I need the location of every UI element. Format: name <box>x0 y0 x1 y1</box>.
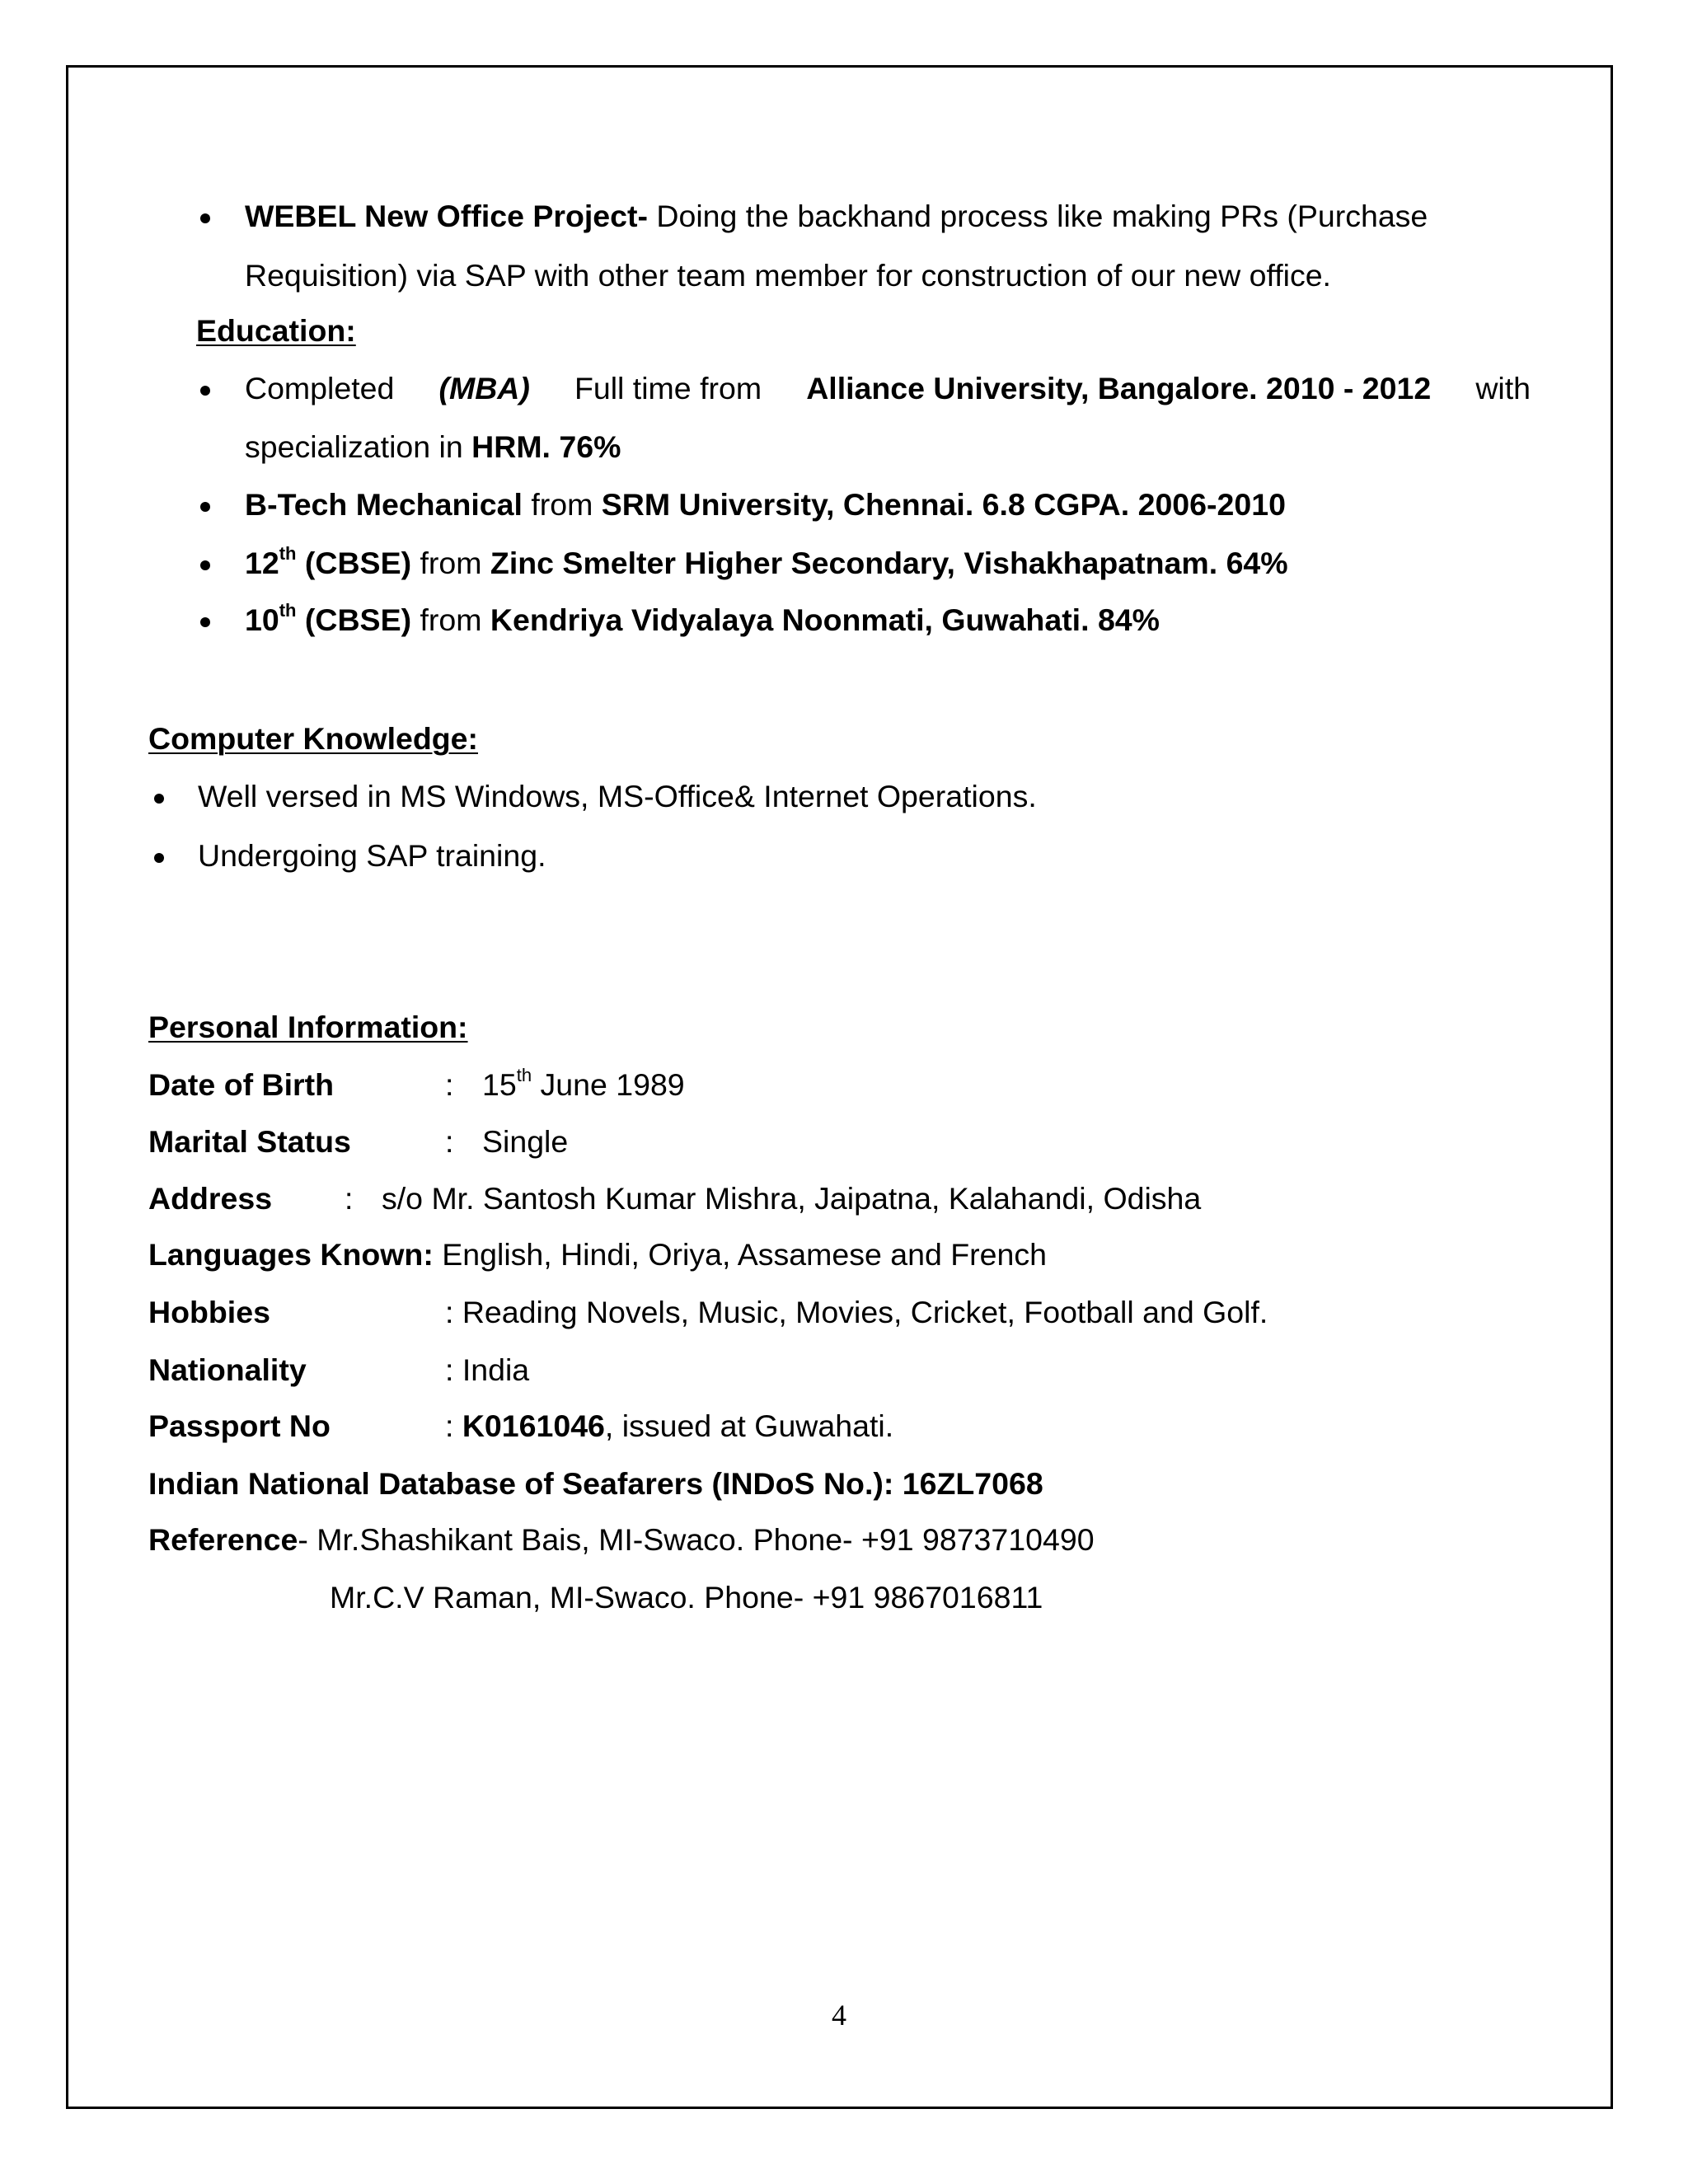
hobbies-value: : Reading Novels, Music, Movies, Cricket, Football and Golf. <box>445 1295 1268 1329</box>
computer-item: Well versed in MS Windows, MS-Office& Internet Operations. <box>198 779 1037 813</box>
bullet <box>200 213 210 223</box>
address-separator: : <box>345 1181 354 1216</box>
nationality-label: Nationality <box>148 1352 307 1387</box>
marital-separator: : <box>445 1124 454 1159</box>
bullet <box>154 794 164 804</box>
address-label: Address <box>148 1181 273 1216</box>
dob-label: Date of Birth <box>148 1067 334 1102</box>
education-item-mba: Completed (MBA) Full time from Alliance University, Bangalore. 2010 - 2012 with <box>245 371 1531 405</box>
reference-row: Reference- Mr.Shashikant Bais, MI-Swaco. Phone- +91 9873710490 <box>148 1522 1095 1557</box>
education-heading: Education: <box>196 313 356 348</box>
project-title: WEBEL New Office Project- <box>245 199 648 233</box>
nationality-value: : India <box>445 1352 530 1387</box>
bullet <box>200 502 210 512</box>
bullet <box>200 386 210 396</box>
marital-label: Marital Status <box>148 1124 351 1159</box>
dob-value: 15th June 1989 <box>482 1064 685 1102</box>
project-text: Doing the backhand process like making PRs (Purchase <box>647 199 1428 233</box>
education-item-btech: B-Tech Mechanical from SRM University, Chennai. 6.8 CGPA. 2006-2010 <box>245 487 1286 522</box>
education-item-mba-cont: specialization in HRM. 76% <box>245 429 621 464</box>
page-number: 4 <box>832 1999 846 2032</box>
passport-label: Passport No <box>148 1408 331 1443</box>
computer-item: Undergoing SAP training. <box>198 838 546 873</box>
project-line-2: Requisition) via SAP with other team member for construction of our new office. <box>245 258 1331 293</box>
personal-heading: Personal Information: <box>148 1010 468 1044</box>
project-line-1 <box>245 198 1526 234</box>
dob-separator: : <box>445 1067 454 1102</box>
bullet <box>154 853 164 863</box>
education-item-10th: 10th (CBSE) from Kendriya Vidyalaya Noonmati, Guwahati. 84% <box>245 599 1160 637</box>
computer-heading: Computer Knowledge: <box>148 721 478 756</box>
languages-row: Languages Known: English, Hindi, Oriya, Assamese and French <box>148 1237 1047 1272</box>
education-item-12th: 12th (CBSE) from Zinc Smelter Higher Secondary, Vishakhapatnam. 64% <box>245 542 1288 580</box>
passport-value: : K0161046, issued at Guwahati. <box>445 1408 894 1443</box>
reference-row-2: Mr.C.V Raman, MI-Swaco. Phone- +91 9867016811 <box>330 1580 1043 1615</box>
address-value: s/o Mr. Santosh Kumar Mishra, Jaipatna, Kalahandi, Odisha <box>382 1181 1202 1216</box>
marital-value: Single <box>482 1124 569 1159</box>
indos-row: Indian National Database of Seafarers (INDoS No.): 16ZL7068 <box>148 1466 1043 1501</box>
bullet <box>200 617 210 627</box>
bullet <box>200 560 210 570</box>
hobbies-label: Hobbies <box>148 1295 270 1329</box>
